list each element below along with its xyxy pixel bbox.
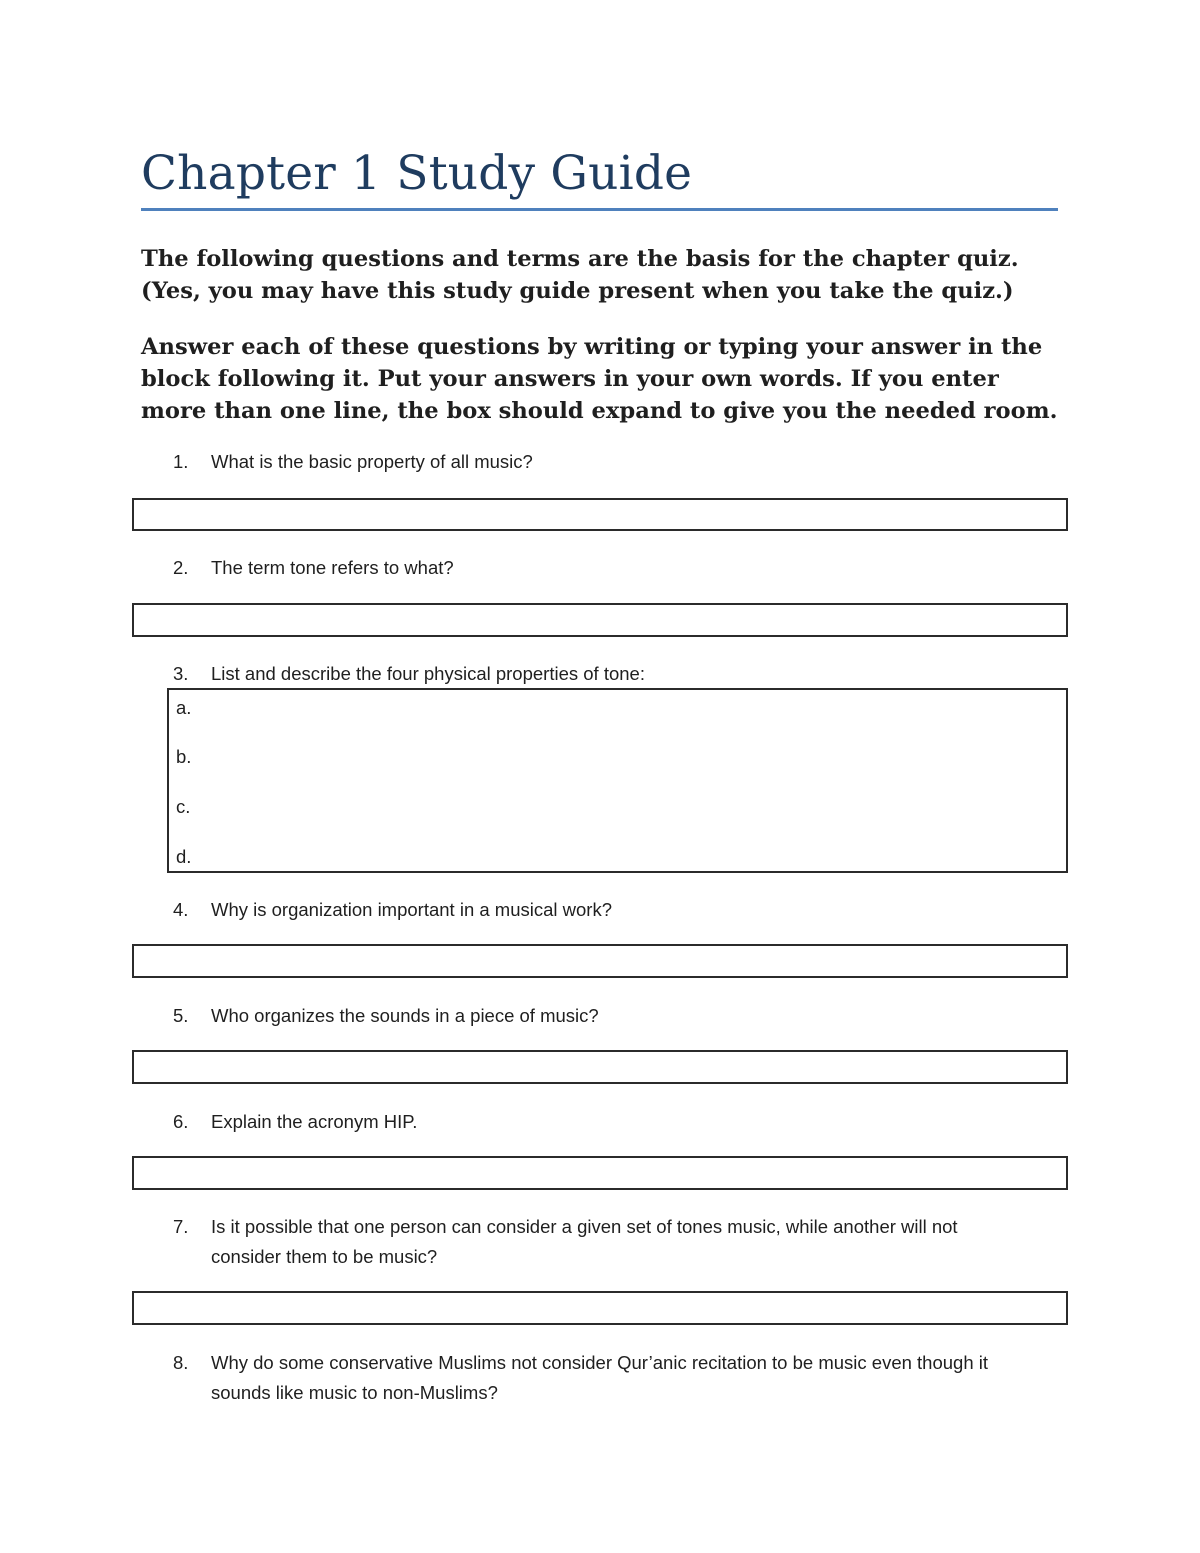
question-number: 7. [173, 1216, 189, 1237]
question-number: 8. [173, 1352, 189, 1373]
sub-item-label: b. [176, 746, 192, 767]
answer-box-6[interactable] [132, 1156, 1068, 1190]
question-text: Why is organization important in a musical work? [211, 899, 612, 920]
answer-box-2[interactable] [132, 603, 1068, 637]
question-text: What is the basic property of all music? [211, 451, 533, 472]
question-text: Explain the acronym HIP. [211, 1111, 418, 1132]
answer-box-1[interactable] [132, 498, 1068, 531]
instruction-line-3: more than one line, the box should expand to give you the needed room. [141, 398, 1058, 424]
question-text: List and describe the four physical properties of tone: [211, 663, 645, 684]
question-number: 1. [173, 451, 189, 472]
intro-line-2: (Yes, you may have this study guide present when you take the quiz.) [141, 278, 1014, 304]
question-number: 2. [173, 557, 189, 578]
question-text-continued: sounds like music to non-Muslims? [211, 1382, 498, 1403]
sub-item-label: c. [176, 796, 191, 817]
question-number: 5. [173, 1005, 189, 1026]
answer-box-5[interactable] [132, 1050, 1068, 1084]
answer-box-7[interactable] [132, 1291, 1068, 1325]
question-number: 4. [173, 899, 189, 920]
sub-item-label: a. [176, 697, 192, 718]
question-text: Why do some conservative Muslims not consider Qur’anic recitation to be music even though it [211, 1352, 989, 1373]
question-number: 6. [173, 1111, 189, 1132]
question-text: The term tone refers to what? [211, 557, 454, 578]
answer-box-3[interactable] [167, 688, 1068, 873]
instruction-line-2: block following it. Put your answers in your own words. If you enter [141, 366, 999, 392]
question-number: 3. [173, 663, 189, 684]
sub-item-label: d. [176, 846, 192, 867]
title-underline [141, 208, 1058, 211]
instruction-line-1: Answer each of these questions by writing or typing your answer in the [141, 334, 1043, 360]
question-text: Who organizes the sounds in a piece of music? [211, 1005, 599, 1026]
question-text-continued: consider them to be music? [211, 1246, 438, 1267]
intro-line-1: The following questions and terms are the basis for the chapter quiz. [141, 246, 1019, 272]
answer-box-4[interactable] [132, 944, 1068, 978]
document-title: Chapter 1 Study Guide [141, 146, 693, 201]
question-text: Is it possible that one person can consider a given set of tones music, while another will not [211, 1216, 958, 1237]
